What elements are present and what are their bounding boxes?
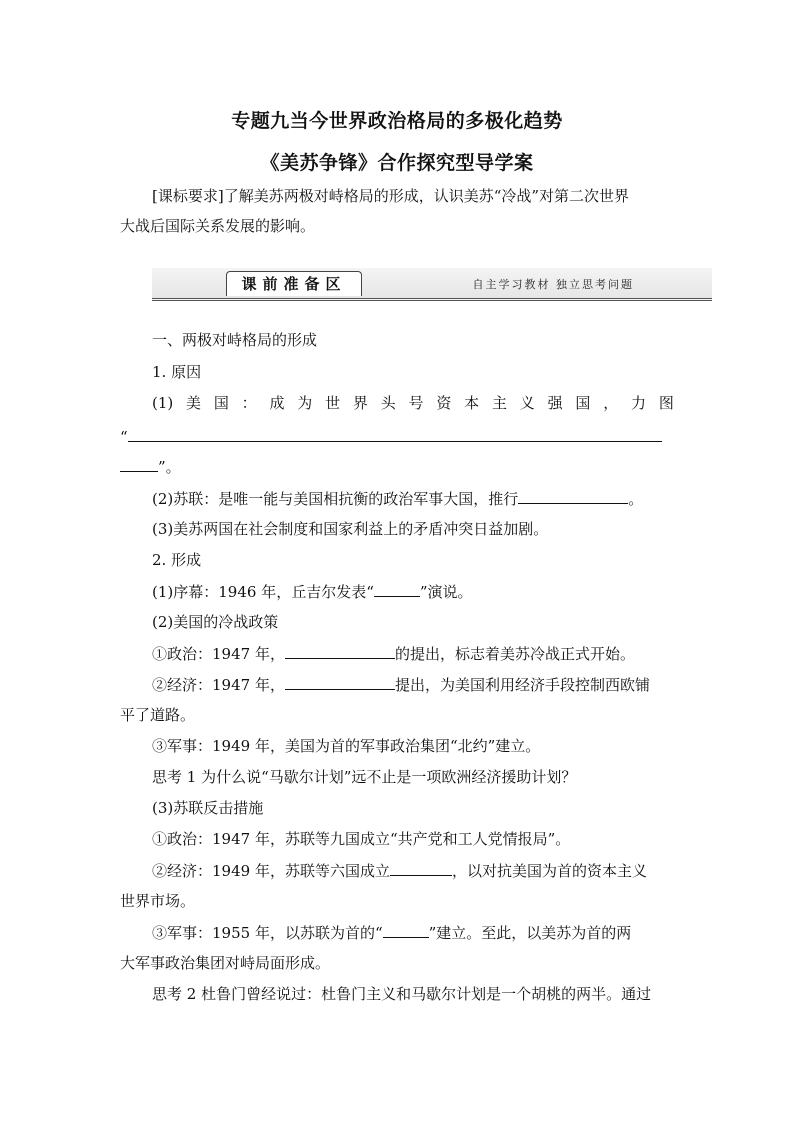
usa-blank-line-1	[120, 426, 662, 447]
usa-char: ，	[603, 394, 619, 412]
banner-right-text: 自主学习教材 独立思考问题	[472, 278, 634, 291]
banner-tab-label: 课前准备区	[226, 271, 362, 296]
economy-text: ②经济：1947 年，	[152, 676, 285, 694]
page-subtitle: 《美苏争锋》合作探究型导学案	[260, 152, 534, 174]
usa-char: 头	[380, 394, 396, 412]
sub-heading-causes: 1. 原因	[152, 363, 202, 381]
sub-heading-formation: 2. 形成	[152, 551, 202, 569]
usa-char: 成	[269, 394, 285, 412]
fill-blank[interactable]	[285, 643, 395, 659]
s-economy-line	[152, 860, 647, 881]
politics-text-end: 的提出，标志着美苏冷战正式开始。	[394, 645, 635, 663]
s-military-text: ③军事：1955 年，以苏联为首的“	[152, 924, 383, 942]
usa-char: 号	[408, 394, 424, 412]
economy-text-end: 提出，为美国利用经济手段控制西欧铺	[394, 676, 650, 694]
s-economy-text-end: ，以对抗美国为首的资本主义	[451, 862, 647, 880]
prelude-line	[152, 581, 473, 602]
usa-char: 界	[352, 394, 368, 412]
usa-char: 国	[575, 394, 591, 412]
usa-char: 强	[547, 394, 563, 412]
requirement-line-1: [课标要求]了解美苏两极对峙格局的形成，认识美苏“冷战”对第二次世界	[152, 187, 630, 205]
conflict-line: (3)美苏两国在社会制度和国家利益上的矛盾冲突日益加剧。	[152, 520, 549, 538]
usa-char: 图	[658, 394, 674, 412]
fill-blank[interactable]	[390, 860, 452, 876]
fill-blank[interactable]	[518, 488, 628, 504]
usa-char: 美	[186, 394, 202, 412]
s-economy-line-2: 世界市场。	[120, 892, 196, 910]
page-title: 专题九当今世界政治格局的多极化趋势	[231, 110, 563, 132]
usa-char: 义	[519, 394, 535, 412]
military-line: ③军事：1949 年，美国为首的军事政治集团“北约”建立。	[152, 737, 541, 755]
s-military-line	[152, 922, 631, 943]
s-military-text-end: ”建立。至此，以美苏为首的两	[428, 924, 632, 942]
politics-text: ①政治：1947 年，	[152, 645, 285, 663]
s-military-line-2: 大军事政治集团对峙局面形成。	[120, 954, 331, 972]
usa-char: 国	[213, 394, 229, 412]
usa-char: 资	[436, 394, 452, 412]
fill-blank[interactable]	[128, 426, 662, 442]
think-2: 思考 2 杜鲁门曾经说过：杜鲁门主义和马歇尔计划是一个胡桃的两半。通过	[152, 985, 652, 1003]
think-1: 思考 1 为什么说“马歇尔计划”远不止是一项欧洲经济援助计划？	[152, 768, 577, 786]
usa-blank-line-2	[120, 456, 181, 477]
fill-blank[interactable]	[285, 674, 395, 690]
quote-close: ”。	[158, 458, 181, 476]
requirement-line-2: 大战后国际关系发展的影响。	[120, 217, 316, 235]
s-economy-text: ②经济：1949 年，苏联等六国成立	[152, 862, 390, 880]
usa-char: 为	[297, 394, 313, 412]
economy-line-2: 平了道路。	[120, 706, 196, 724]
fill-blank[interactable]	[374, 581, 420, 597]
fill-blank[interactable]	[383, 922, 429, 938]
section-heading: 一、两极对峙格局的形成	[152, 331, 318, 349]
s-politics-line: ①政治：1947 年，苏联等九国成立“共产党和工人党情报局”。	[152, 830, 571, 848]
economy-line	[152, 674, 650, 695]
usa-char: 本	[464, 394, 480, 412]
ussr-cause-text: (2)苏联：是唯一能与美国相抗衡的政治军事大国，推行	[152, 490, 519, 508]
usa-char: 力	[631, 394, 647, 412]
usa-char: (1)	[152, 394, 174, 412]
ussr-cause-line	[152, 488, 643, 509]
prelude-text: (1)序幕：1946 年，丘吉尔发表“	[152, 583, 374, 601]
section-banner	[152, 268, 712, 301]
us-policy-heading: (2)美国的冷战政策	[152, 613, 279, 631]
prelude-text-end: ”演说。	[419, 583, 473, 601]
quote-open: “	[120, 428, 128, 446]
usa-char: 主	[491, 394, 507, 412]
politics-line	[152, 643, 635, 664]
ussr-cause-end: 。	[628, 490, 644, 508]
usa-cause-line	[152, 393, 674, 413]
fill-blank[interactable]	[120, 456, 158, 472]
usa-char: 世	[325, 394, 341, 412]
usa-char: ：	[241, 394, 257, 412]
ussr-counter-heading: (3)苏联反击措施	[152, 799, 264, 817]
